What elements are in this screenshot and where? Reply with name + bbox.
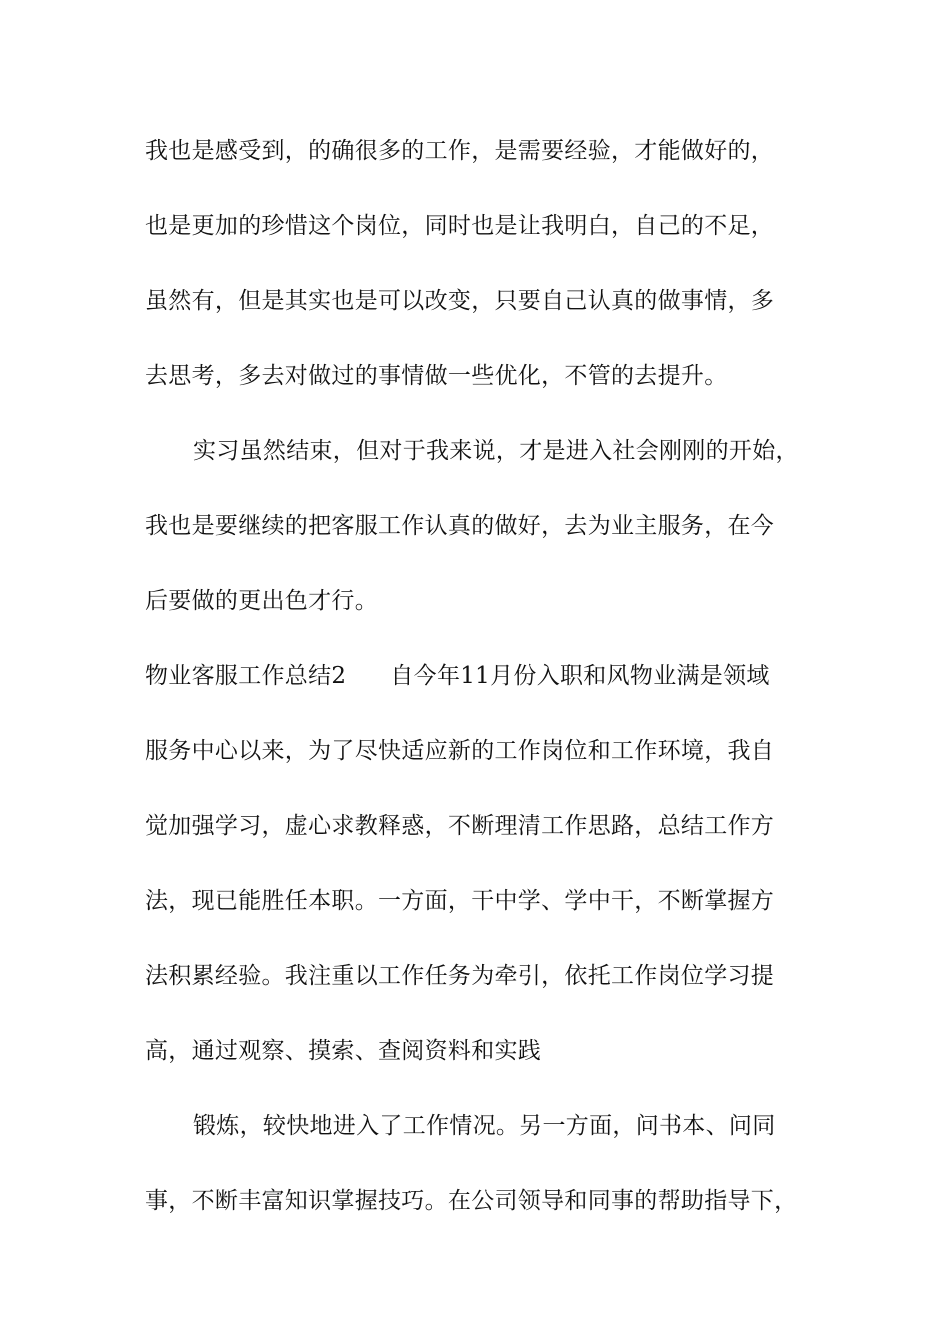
text-line: 觉加强学习，虚心求教释惑，不断理清工作思路，总结工作方 (145, 813, 775, 839)
section-heading-line (145, 661, 770, 691)
text-line: 去思考，多去对做过的事情做一些优化，不管的去提升。 (145, 363, 728, 389)
text-line: 后要做的更出色才行。 (145, 588, 378, 614)
text-line: 高，通过观察、摸索、查阅资料和实践 (145, 1038, 542, 1064)
section-first-sentence: 自今年11月份入职和风物业满是领域 (390, 663, 770, 689)
text-line: 法积累经验。我注重以工作任务为牵引，依托工作岗位学习提 (145, 963, 775, 989)
paragraph-first-line: 实习虽然结束，但对于我来说，才是进入社会刚刚的开始， (193, 438, 799, 464)
text-line: 我也是要继续的把客服工作认真的做好，去为业主服务，在今 (145, 513, 775, 539)
text-line: 虽然有，但是其实也是可以改变，只要自己认真的做事情，多 (145, 288, 775, 314)
text-line: 事，不断丰富知识掌握技巧。在公司领导和同事的帮助指导下， (145, 1188, 798, 1214)
paragraph-first-line: 锻炼，较快地进入了工作情况。另一方面，问书本、问同 (193, 1113, 776, 1139)
text-line: 服务中心以来，为了尽快适应新的工作岗位和工作环境，我自 (145, 738, 775, 764)
text-line: 也是更加的珍惜这个岗位，同时也是让我明白，自己的不足， (145, 213, 775, 239)
section-heading: 物业客服工作总结2 (145, 663, 347, 689)
text-line: 我也是感受到，的确很多的工作，是需要经验，才能做好的， (145, 138, 775, 164)
text-line: 法，现已能胜任本职。一方面，干中学、学中干，不断掌握方 (145, 888, 775, 914)
